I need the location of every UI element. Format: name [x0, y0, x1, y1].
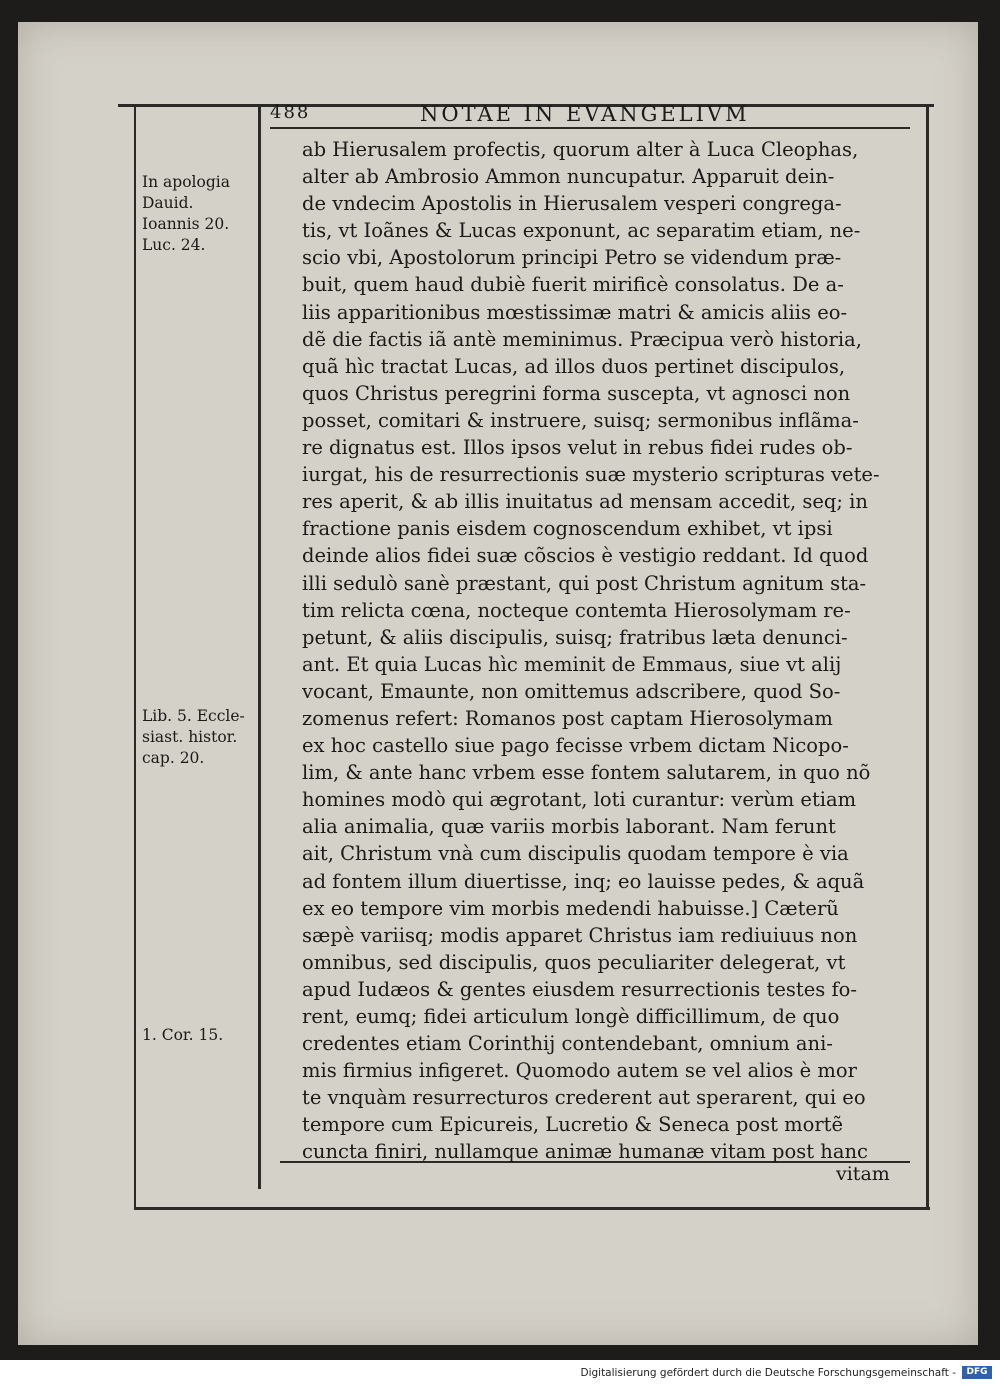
text-line: sæpè variisq; modis apparet Christus iam rediuiuus non [302, 923, 858, 947]
margin-note-line: cap. 20. [142, 749, 205, 767]
margin-note-line: In apologia [142, 173, 230, 191]
text-line: quã hìc tractat Lucas, ad illos duos pertinet discipulos, [302, 354, 846, 378]
text-line: petunt, & aliis discipulis, suisq; fratribus læta denunci- [302, 625, 848, 649]
text-line: homines modò qui ægrotant, loti curantur: verùm etiam [302, 788, 857, 812]
text-line: ex eo tempore vim morbis medendi habuisse.] Cæterũ [302, 896, 839, 920]
running-title: NOTAE IN EVANGELIVM [420, 102, 750, 126]
text-line: apud Iudæos & gentes eiusdem resurrectionis testes fo- [302, 977, 857, 1001]
body-text [302, 136, 902, 1166]
text-line: quos Christus peregrini forma suscepta, vt agnosci non [302, 381, 851, 405]
text-line: omnibus, sed discipulis, quos peculiariter delegerat, vt [302, 950, 846, 974]
text-line: res aperit, & ab illis inuitatus ad mensam accedit, seq; in [302, 490, 868, 514]
text-line: scio vbi, Apostolorum principi Petro se videndum præ- [302, 246, 842, 270]
frame-left-rule [134, 104, 136, 1210]
text-line: ab Hierusalem profectis, quorum alter à Luca Cleophas, [302, 138, 859, 161]
text-line: vocant, Emaunte, non omittemus adscribere, quod So- [302, 679, 841, 703]
text-line: deinde alios fidei suæ cõscios è vestigio reddant. Id quod [302, 544, 869, 568]
margin-note-2 [142, 706, 254, 769]
text-line: rent, eumq; fidei articulum longè difficillimum, de quo [302, 1005, 840, 1028]
text-line: de vndecim Apostolis in Hierusalem vesperi congrega- [302, 192, 842, 216]
text-line: tis, vt Ioãnes & Lucas exponunt, ac separatim etiam, ne- [302, 219, 861, 243]
text-line: te vnquàm resurrecturos crederent aut sperarent, qui eo [302, 1086, 866, 1110]
text-line: liis apparitionibus mœstissimæ matri & amicis aliis eo- [302, 300, 848, 324]
text-line: mis firmius infigeret. Quomodo autem se vel alios è mor [302, 1059, 857, 1083]
text-line: fractione panis eisdem cognoscendum exhibet, vt ipsi [302, 517, 833, 541]
text-line: re dignatus est. Illos ipsos velut in rebus fidei rudes ob- [302, 436, 853, 460]
text-line: alter ab Ambrosio Ammon nuncupatur. Apparuit dein- [302, 165, 835, 189]
page-number: 488 [270, 102, 311, 123]
frame-right-rule [926, 104, 929, 1210]
margin-column-rule [258, 104, 261, 1189]
text-line: iurgat, his de resurrectionis suæ mysterio scripturas vete- [302, 463, 880, 487]
text-line: ant. Et quia Lucas hìc meminit de Emmaus, siue vt alij [302, 652, 842, 676]
digitization-footer [0, 1360, 1000, 1385]
dfg-logo: DFG [962, 1366, 992, 1379]
text-line: ait, Christum vnà cum discipulis quodam tempore è via [302, 842, 849, 866]
margin-note-line: Lib. 5. Eccle- [142, 707, 245, 725]
catchword: vitam [836, 1163, 890, 1185]
frame-bottom-rule [134, 1207, 930, 1210]
text-line: posset, comitari & instruere, suisq; sermonibus inflãma- [302, 408, 859, 432]
margin-note-line: Dauid. [142, 194, 194, 212]
footer-credit: Digitalisierung gefördert durch die Deutsche Forschungsgemeinschaft - [580, 1367, 956, 1379]
margin-note-line: Ioannis 20. [142, 215, 230, 233]
text-line: tim relicta cœna, nocteque contemta Hierosolymam re- [302, 598, 851, 622]
text-line: lim, & ante hanc vrbem esse fontem salutarem, in quo nõ [302, 761, 871, 785]
text-line: zomenus refert: Romanos post captam Hierosolymam [302, 706, 833, 730]
text-line: alia animalia, quæ variis morbis laborant. Nam ferunt [302, 815, 836, 839]
text-line: illi sedulò sanè præstant, qui post Christum agnitum sta- [302, 571, 867, 595]
text-line: ad fontem illum diuertisse, inq; eo lauisse pedes, & aquã [302, 869, 865, 893]
margin-note-line: Luc. 24. [142, 236, 206, 254]
margin-note-3 [142, 1025, 254, 1046]
text-line: buit, quem haud dubiè fuerit mirificè consolatus. De a- [302, 273, 844, 297]
margin-note-line: siast. histor. [142, 728, 238, 746]
margin-note-line: 1. Cor. 15. [142, 1026, 224, 1044]
running-head [270, 102, 890, 128]
text-line: cuncta finiri, nullamque animæ humanæ vitam post hanc [302, 1140, 868, 1164]
margin-note-1 [142, 172, 254, 256]
text-line: dẽ die factis iã antè meminimus. Præcipua verò historia, [302, 327, 862, 351]
text-line: credentes etiam Corinthij contendebant, omnium ani- [302, 1032, 833, 1056]
text-line: tempore cum Epicureis, Lucretio & Seneca post mortẽ [302, 1113, 844, 1137]
text-line: ex hoc castello siue pago fecisse vrbem dictam Nicopo- [302, 734, 849, 758]
